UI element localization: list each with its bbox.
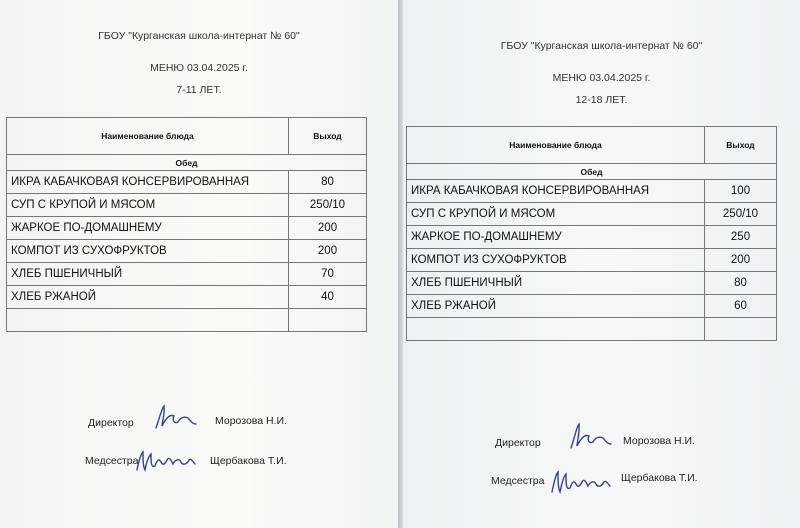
menu-date: МЕНЮ 03.04.2025 г. bbox=[552, 72, 651, 84]
section-lunch: Обед bbox=[7, 155, 367, 171]
dish-name: КОМПОТ ИЗ СУХОФРУКТОВ bbox=[7, 240, 289, 263]
menu-sheet-7-11 bbox=[0, 0, 398, 528]
table-row-empty bbox=[407, 318, 777, 341]
dish-output: 250 bbox=[705, 226, 777, 249]
dish-output: 250/10 bbox=[705, 203, 777, 226]
director-signature-icon bbox=[565, 420, 615, 452]
dish-name: ХЛЕБ РЖАНОЙ bbox=[7, 286, 289, 309]
dish-name: ЖАРКОЕ ПО-ДОМАШНЕМУ bbox=[7, 217, 289, 240]
dish-name: ЖАРКОЕ ПО-ДОМАШНЕМУ bbox=[407, 226, 705, 249]
director-label: Директор bbox=[88, 417, 134, 429]
nurse-name: Щербакова Т.И. bbox=[210, 455, 287, 467]
dish-name: ХЛЕБ ПШЕНИЧНЫЙ bbox=[407, 272, 705, 295]
table-row bbox=[407, 226, 777, 249]
dish-output: 70 bbox=[289, 263, 367, 286]
dish-output: 60 bbox=[705, 295, 777, 318]
table-row bbox=[407, 249, 777, 272]
nurse-name: Щербакова Т.И. bbox=[621, 472, 698, 484]
dish-output: 250/10 bbox=[289, 194, 367, 217]
nurse-label: Медсестра bbox=[85, 455, 139, 467]
table-row bbox=[7, 240, 367, 263]
column-header-output: Выход bbox=[289, 118, 367, 155]
table-row bbox=[7, 194, 367, 217]
menu-table bbox=[6, 117, 367, 332]
column-header-dish: Наименование блюда bbox=[407, 127, 705, 164]
menu-date: МЕНЮ 03.04.2025 г. bbox=[150, 62, 248, 74]
dish-output: 80 bbox=[705, 272, 777, 295]
dish-name: СУП С КРУПОЙ И МЯСОМ bbox=[7, 194, 289, 217]
table-row bbox=[407, 272, 777, 295]
table-row bbox=[7, 263, 367, 286]
dish-name: СУП С КРУПОЙ И МЯСОМ bbox=[407, 203, 705, 226]
dish-output: 80 bbox=[289, 171, 367, 194]
table-row bbox=[7, 171, 367, 194]
column-header-dish: Наименование блюда bbox=[7, 118, 289, 155]
dish-output: 100 bbox=[705, 180, 777, 203]
table-row bbox=[407, 180, 777, 203]
menu-sheet-12-18 bbox=[403, 0, 800, 528]
dish-name: ХЛЕБ РЖАНОЙ bbox=[407, 295, 705, 318]
dish-name: ХЛЕБ ПШЕНИЧНЫЙ bbox=[7, 263, 289, 286]
director-name: Морозова Н.И. bbox=[623, 435, 695, 447]
dish-output: 200 bbox=[705, 249, 777, 272]
school-title: ГБОУ "Курганская школа-интернат № 60" bbox=[500, 40, 703, 52]
nurse-signature-icon bbox=[548, 466, 614, 498]
director-label: Директор bbox=[495, 437, 541, 449]
dish-output: 40 bbox=[289, 286, 367, 309]
table-row bbox=[407, 295, 777, 318]
age-group: 12-18 ЛЕТ. bbox=[575, 94, 628, 106]
dish-output: 200 bbox=[289, 240, 367, 263]
director-signature-icon bbox=[150, 402, 200, 432]
section-lunch: Обед bbox=[407, 164, 777, 180]
age-group: 7-11 ЛЕТ. bbox=[176, 84, 222, 96]
table-row bbox=[7, 217, 367, 240]
table-row-empty bbox=[7, 309, 367, 332]
table-row bbox=[407, 203, 777, 226]
nurse-signature-icon bbox=[133, 446, 199, 476]
school-title: ГБОУ "Курганская школа-интернат № 60" bbox=[98, 30, 300, 42]
dish-output: 200 bbox=[289, 217, 367, 240]
nurse-label: Медсестра bbox=[491, 475, 545, 487]
menu-table bbox=[406, 126, 777, 341]
director-name: Морозова Н.И. bbox=[215, 415, 287, 427]
table-row bbox=[7, 286, 367, 309]
dish-name: ИКРА КАБАЧКОВАЯ КОНСЕРВИРОВАННАЯ bbox=[407, 180, 705, 203]
column-header-output: Выход bbox=[705, 127, 777, 164]
dish-name: ИКРА КАБАЧКОВАЯ КОНСЕРВИРОВАННАЯ bbox=[7, 171, 289, 194]
dish-name: КОМПОТ ИЗ СУХОФРУКТОВ bbox=[407, 249, 705, 272]
